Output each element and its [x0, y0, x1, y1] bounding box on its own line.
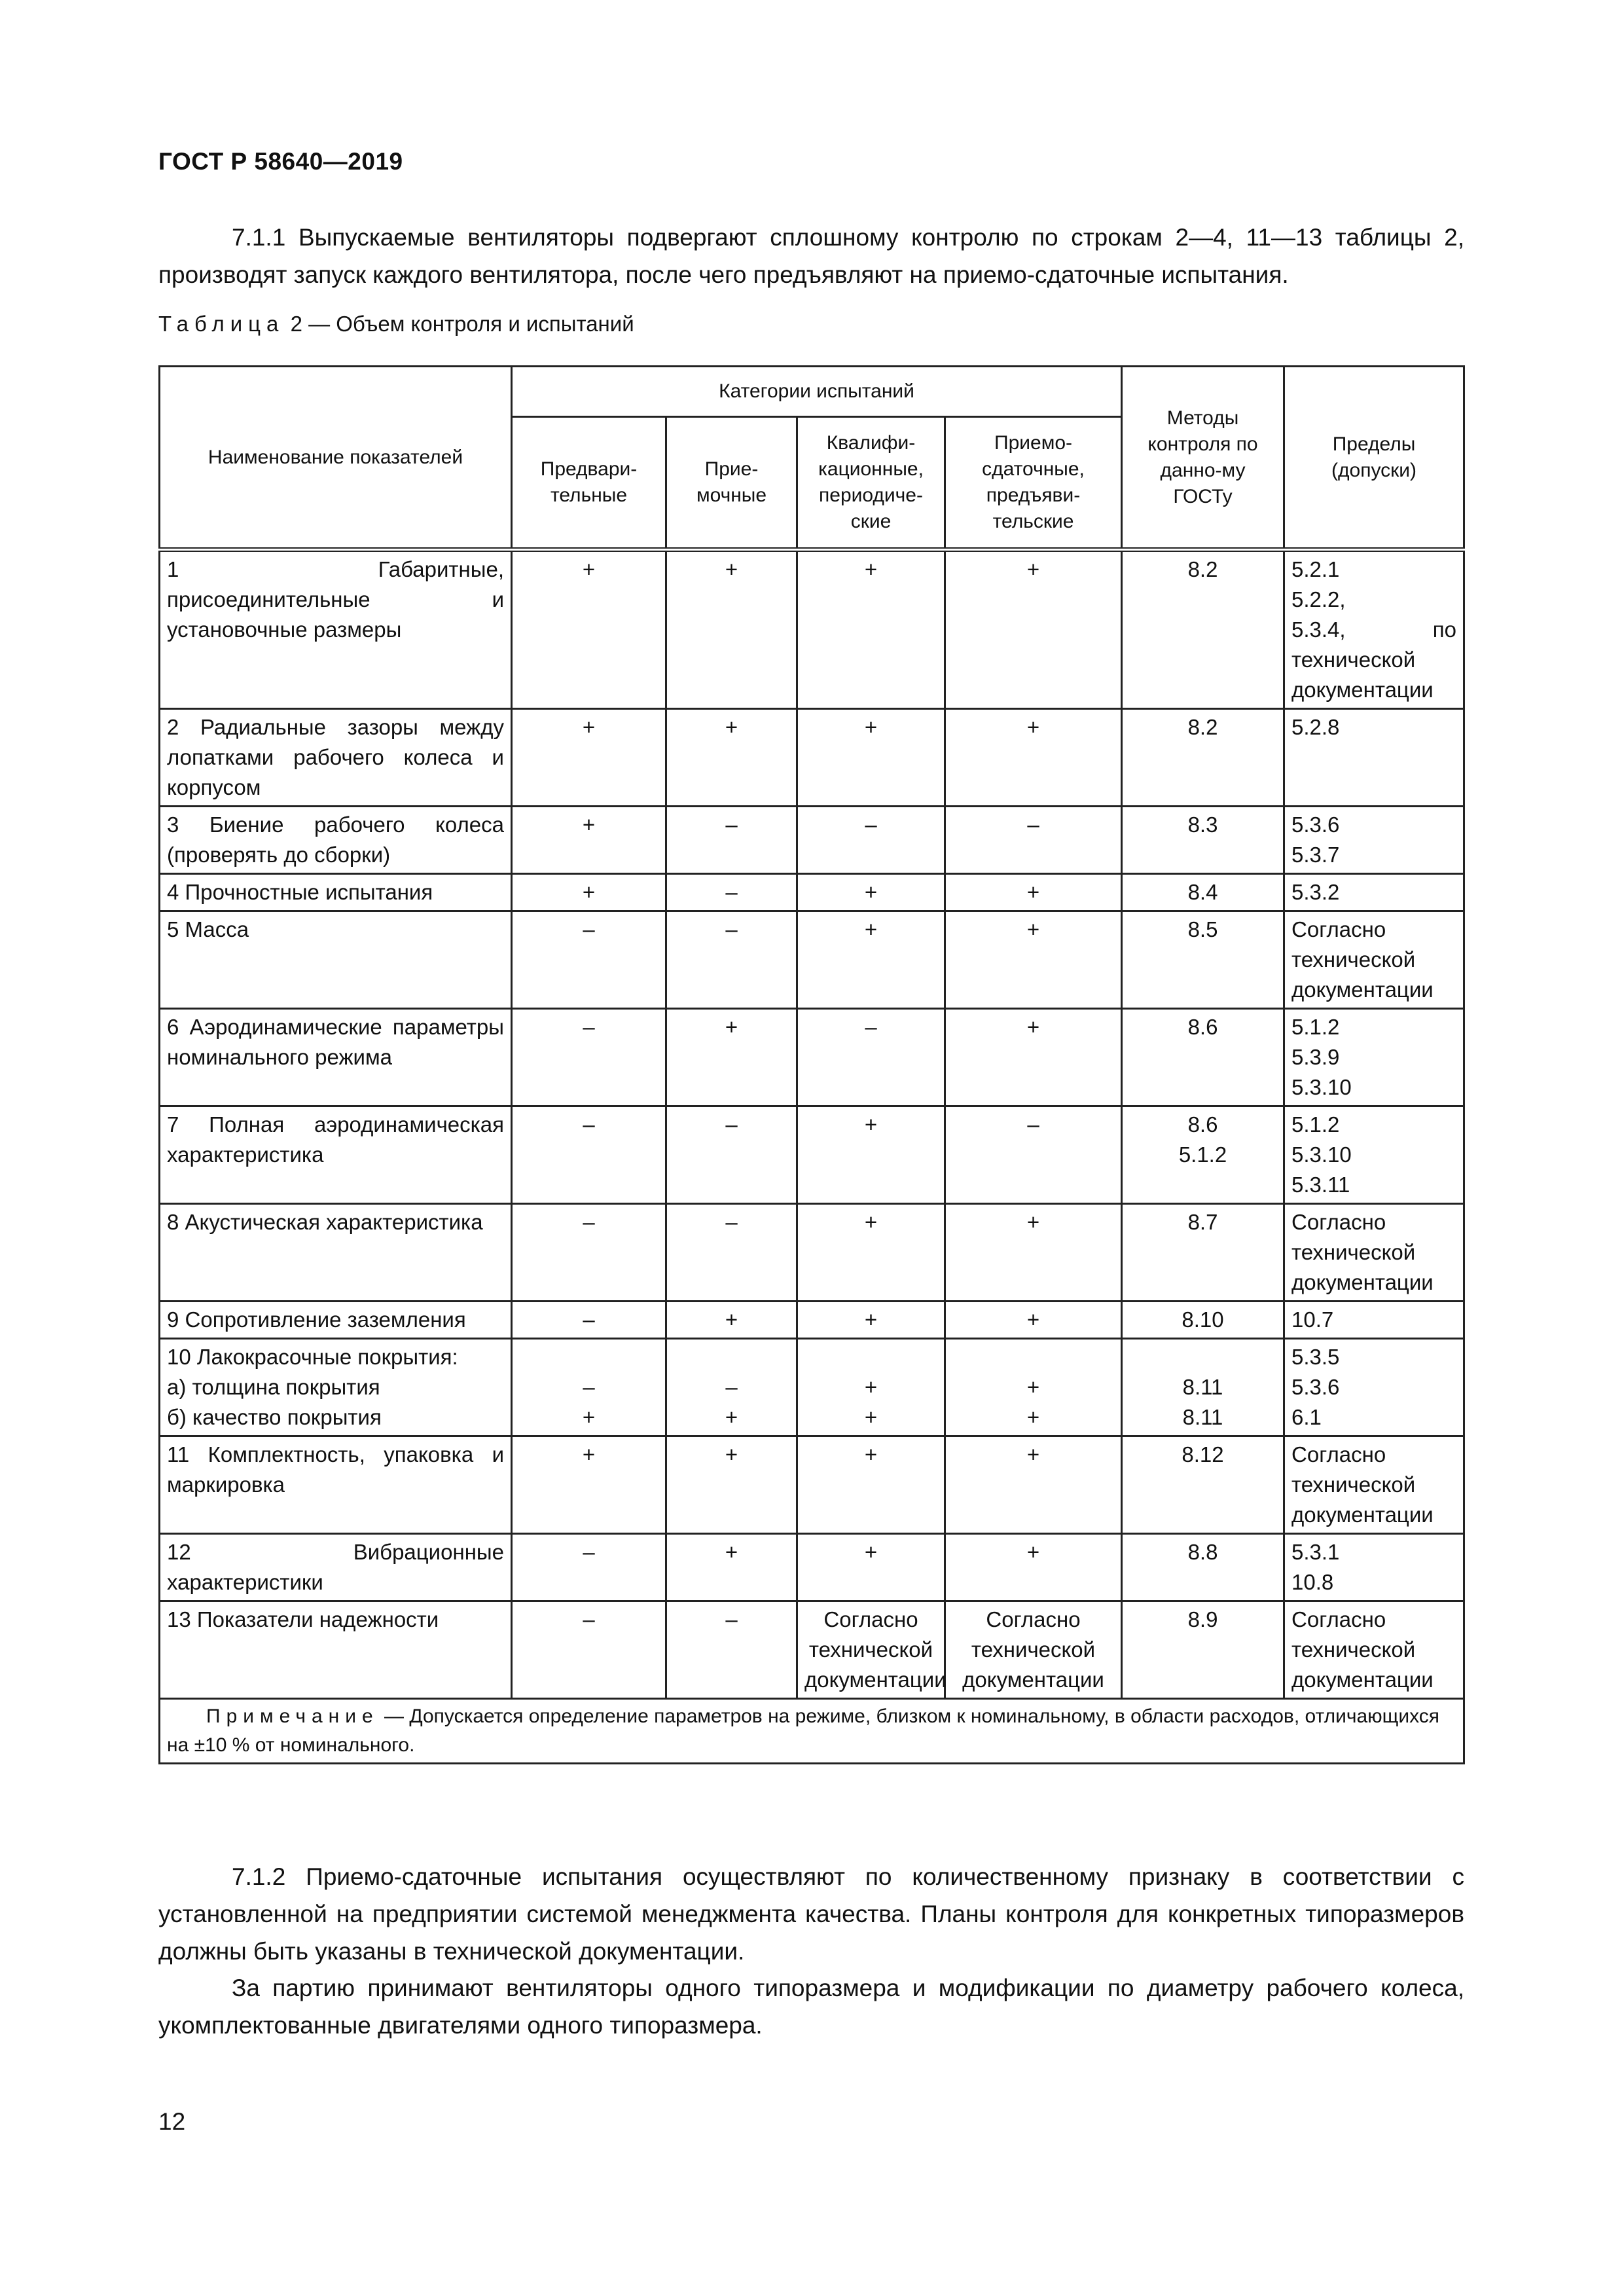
row-method: [1122, 1204, 1284, 1302]
table-note: [160, 1699, 1464, 1764]
row-cat-delivery: [945, 874, 1122, 911]
cell-line: 8.9: [1187, 1607, 1218, 1631]
table-note-text: — Допускается определение параметров на режиме, близком к номинальному, в области расходов, отличающихся на ±10 % от номинального.: [167, 1705, 1440, 1756]
cell-line: 5.3.10: [1291, 1142, 1352, 1167]
cell-line: 5.1.2: [1291, 1112, 1340, 1137]
table-row: [160, 1601, 1464, 1699]
row-cat-qualification: [797, 911, 945, 1009]
row-limits: [1284, 709, 1464, 807]
cell-line: 5 Масса: [167, 917, 249, 941]
row-cat-qualification: [797, 709, 945, 807]
cell-line: 8.3: [1187, 812, 1218, 837]
cell-line: +: [1026, 917, 1040, 941]
row-name: [160, 874, 512, 911]
row-cat-preliminary: [512, 550, 666, 709]
cell-line: 1 Габаритные, присоединительные и установочные размеры: [167, 557, 504, 642]
row-cat-delivery: [945, 911, 1122, 1009]
row-limits: [1284, 1204, 1464, 1302]
row-method: [1122, 709, 1284, 807]
cell-line: +: [582, 557, 596, 581]
row-cat-qualification: [797, 1601, 945, 1699]
row-method: [1122, 1302, 1284, 1339]
cell-line: +: [864, 1405, 878, 1429]
cell-line: 5.3.6: [1291, 812, 1340, 837]
table-2: [158, 365, 1465, 1764]
row-cat-acceptance: [666, 1009, 797, 1106]
cell-line: 2 Радиальные зазоры между лопатками рабочего колеса и корпусом: [167, 715, 504, 799]
table-caption-title: 2 — Объем контроля и испытаний: [290, 312, 634, 336]
cell-line: +: [582, 1442, 596, 1467]
cell-line: +: [582, 715, 596, 739]
row-cat-acceptance: [666, 1302, 797, 1339]
cell-line: –: [725, 1210, 738, 1234]
row-method: [1122, 1339, 1284, 1436]
row-method: [1122, 1106, 1284, 1204]
cell-line: +: [1026, 1405, 1040, 1429]
cell-line: +: [725, 1540, 738, 1564]
cell-line: –: [725, 917, 738, 941]
row-name: [160, 1106, 512, 1204]
cell-line: –: [725, 880, 738, 904]
row-cat-preliminary: [512, 807, 666, 874]
row-name: [160, 1601, 512, 1699]
cell-line: +: [864, 1112, 878, 1137]
cell-line: 11 Комплектность, упаковка и маркировка: [167, 1442, 504, 1497]
row-cat-qualification: [797, 874, 945, 911]
table-row: [160, 1436, 1464, 1534]
row-limits: [1284, 1601, 1464, 1699]
row-name: [160, 1339, 512, 1436]
cell-line: +: [582, 880, 596, 904]
header-cat-delivery: Приемо-сдаточные, предъяви-тельские: [945, 417, 1122, 550]
cell-line: 8.7: [1187, 1210, 1218, 1234]
row-cat-delivery: [945, 550, 1122, 709]
row-name: [160, 1204, 512, 1302]
cell-line: –: [725, 1112, 738, 1137]
table-row: [160, 1204, 1464, 1302]
row-cat-delivery: [945, 1204, 1122, 1302]
cell-line: 8.11: [1182, 1405, 1223, 1429]
cell-line: 8.8: [1187, 1540, 1218, 1564]
cell-line: 5.3.2: [1291, 880, 1340, 904]
cell-line: –: [725, 1607, 738, 1631]
cell-line: 5.3.1: [1291, 1540, 1340, 1564]
table-row: [160, 911, 1464, 1009]
row-cat-qualification: [797, 1106, 945, 1204]
row-limits: [1284, 550, 1464, 709]
cell-line: +: [864, 715, 878, 739]
cell-line: Согласно технической документации: [804, 1607, 947, 1692]
cell-line: 5.2.2,: [1291, 587, 1346, 611]
row-cat-acceptance: [666, 807, 797, 874]
cell-line: 8.6: [1187, 1112, 1218, 1137]
row-name: [160, 1436, 512, 1534]
row-cat-acceptance: [666, 1534, 797, 1601]
cell-line: 8.4: [1187, 880, 1218, 904]
cell-line: +: [1026, 880, 1040, 904]
cell-line: –: [865, 812, 877, 837]
cell-line: +: [864, 1442, 878, 1467]
cell-line: 7 Полная аэродинамическая характеристика: [167, 1112, 504, 1167]
row-cat-acceptance: [666, 1339, 797, 1436]
cell-line: +: [1026, 1307, 1040, 1332]
cell-line: +: [1026, 1015, 1040, 1039]
paragraph-7-1-2: 7.1.2 Приемо-сдаточные испытания осуществляют по количественному признаку в соответствии с установленной на предприятии системой менеджмента качества. Планы контроля для конкретных типоразмеров должны быть указаны в технической документации.: [158, 1863, 1464, 1965]
paragraph-7-1-1: 7.1.1 Выпускаемые вентиляторы подвергают сплошному контролю по строкам 2—4, 11—13 таблицы 2, производят запуск каждого вентилятора, после чего предъявляют на приемо-сдаточные испытания.: [158, 224, 1464, 288]
cell-line: 13 Показатели надежности: [167, 1607, 439, 1631]
row-method: [1122, 1436, 1284, 1534]
row-limits: [1284, 1534, 1464, 1601]
cell-line: 12 Вибрационные характеристики: [167, 1540, 504, 1594]
cell-line: 5.3.11: [1291, 1173, 1350, 1197]
cell-line: Согласно технической документации: [962, 1607, 1104, 1692]
row-cat-acceptance: [666, 1204, 797, 1302]
row-name: [160, 550, 512, 709]
paragraph-batch: За партию принимают вентиляторы одного типоразмера и модификации по диаметру рабочего колеса, укомплектованные двигателями одного типоразмера.: [158, 1975, 1464, 2039]
cell-line: –: [865, 1015, 877, 1039]
row-limits: [1284, 874, 1464, 911]
row-cat-acceptance: [666, 550, 797, 709]
cell-line: +: [725, 1405, 738, 1429]
row-cat-preliminary: [512, 1106, 666, 1204]
table-row: [160, 709, 1464, 807]
cell-line: а) толщина покрытия: [167, 1375, 380, 1399]
cell-line: 5.3.4, по технической документации: [1291, 617, 1457, 702]
header-limits: Пределы (допуски): [1284, 367, 1464, 550]
row-cat-delivery: [945, 1534, 1122, 1601]
table-caption: [158, 312, 634, 337]
table-row: [160, 874, 1464, 911]
table-row: [160, 1339, 1464, 1436]
cell-line: +: [1026, 1442, 1040, 1467]
cell-line: Согласно технической документации: [1291, 1442, 1434, 1527]
row-method: [1122, 911, 1284, 1009]
table-row: [160, 1302, 1464, 1339]
cell-line: Согласно технической документации: [1291, 1607, 1434, 1692]
row-cat-acceptance: [666, 874, 797, 911]
row-cat-delivery: [945, 807, 1122, 874]
row-cat-qualification: [797, 1534, 945, 1601]
table-row: [160, 1106, 1464, 1204]
row-method: [1122, 874, 1284, 911]
header-name: Наименование показателей: [160, 367, 512, 550]
header-categories: Категории испытаний: [512, 367, 1122, 417]
cell-line: 5.3.9: [1291, 1045, 1340, 1069]
cell-line: –: [583, 1112, 595, 1137]
cell-line: –: [583, 1015, 595, 1039]
cell-line: [674, 1342, 789, 1372]
cell-line: +: [864, 1375, 878, 1399]
table-note-label: Примечание: [206, 1705, 379, 1727]
table-row: [160, 550, 1464, 709]
cell-line: 5.1.2: [1291, 1015, 1340, 1039]
row-name: [160, 709, 512, 807]
page-number: 12: [158, 2108, 186, 2135]
row-cat-delivery: [945, 1009, 1122, 1106]
row-cat-qualification: [797, 1436, 945, 1534]
cell-line: 5.3.7: [1291, 843, 1340, 867]
row-method: [1122, 550, 1284, 709]
row-cat-preliminary: [512, 1534, 666, 1601]
table-row: [160, 1534, 1464, 1601]
row-cat-qualification: [797, 1302, 945, 1339]
row-name: [160, 1302, 512, 1339]
cell-line: Согласно технической документации: [1291, 1210, 1434, 1294]
cell-line: +: [725, 1015, 738, 1039]
cell-line: –: [583, 1607, 595, 1631]
table-caption-label: Таблица: [158, 312, 285, 336]
cell-line: +: [725, 1307, 738, 1332]
cell-line: –: [1027, 812, 1039, 837]
document-header: ГОСТ Р 58640—2019: [158, 148, 403, 175]
cell-line: 3 Биение рабочего колеса (проверять до сборки): [167, 812, 504, 867]
cell-line: –: [583, 1210, 595, 1234]
row-limits: [1284, 1339, 1464, 1436]
cell-line: +: [864, 917, 878, 941]
table-row: [160, 807, 1464, 874]
cell-line: 6 Аэродинамические параметры номинального режима: [167, 1015, 504, 1069]
cell-line: 5.1.2: [1178, 1142, 1227, 1167]
cell-line: 10 Лакокрасочные покрытия:: [167, 1345, 458, 1369]
row-limits: [1284, 1302, 1464, 1339]
cell-line: –: [583, 1375, 595, 1399]
cell-line: +: [864, 1307, 878, 1332]
cell-line: 10.7: [1291, 1307, 1334, 1332]
cell-line: 5.2.1: [1291, 557, 1340, 581]
row-cat-delivery: [945, 709, 1122, 807]
cell-line: +: [864, 880, 878, 904]
cell-line: 8.11: [1182, 1375, 1223, 1399]
row-cat-qualification: [797, 1339, 945, 1436]
cell-line: 8.5: [1187, 917, 1218, 941]
cell-line: –: [1027, 1112, 1039, 1137]
row-cat-acceptance: [666, 709, 797, 807]
row-cat-preliminary: [512, 1339, 666, 1436]
row-cat-preliminary: [512, 1601, 666, 1699]
cell-line: 5.3.6: [1291, 1375, 1340, 1399]
cell-line: +: [1026, 1210, 1040, 1234]
row-cat-delivery: [945, 1302, 1122, 1339]
cell-line: +: [725, 557, 738, 581]
row-limits: [1284, 1106, 1464, 1204]
row-method: [1122, 1601, 1284, 1699]
header-cat-preliminary: Предвари-тельные: [512, 417, 666, 550]
cell-line: +: [725, 715, 738, 739]
row-cat-preliminary: [512, 911, 666, 1009]
header-cat-acceptance: Прие-мочные: [666, 417, 797, 550]
row-cat-acceptance: [666, 1106, 797, 1204]
row-cat-delivery: [945, 1106, 1122, 1204]
cell-line: 9 Сопротивление заземления: [167, 1307, 466, 1332]
row-limits: [1284, 1436, 1464, 1534]
row-name: [160, 1534, 512, 1601]
cell-line: –: [583, 1540, 595, 1564]
cell-line: –: [583, 1307, 595, 1332]
cell-line: 6.1: [1291, 1405, 1322, 1429]
row-limits: [1284, 807, 1464, 874]
row-name: [160, 807, 512, 874]
cell-line: +: [582, 812, 596, 837]
row-name: [160, 911, 512, 1009]
row-cat-qualification: [797, 1009, 945, 1106]
cell-line: +: [1026, 557, 1040, 581]
header-methods: Методы контроля по данно-му ГОСТу: [1122, 367, 1284, 550]
row-cat-qualification: [797, 550, 945, 709]
cell-line: б) качество покрытия: [167, 1405, 382, 1429]
cell-line: 5.2.8: [1291, 715, 1340, 739]
row-cat-preliminary: [512, 1436, 666, 1534]
row-cat-preliminary: [512, 874, 666, 911]
row-cat-delivery: [945, 1436, 1122, 1534]
cell-line: 8.6: [1187, 1015, 1218, 1039]
cell-line: +: [1026, 1540, 1040, 1564]
cell-line: [804, 1342, 937, 1372]
row-limits: [1284, 1009, 1464, 1106]
cell-line: –: [725, 812, 738, 837]
cell-line: 8 Акустическая характеристика: [167, 1210, 483, 1234]
row-cat-preliminary: [512, 1302, 666, 1339]
cell-line: 4 Прочностные испытания: [167, 880, 433, 904]
cell-line: +: [725, 1442, 738, 1467]
cell-line: [1129, 1342, 1276, 1372]
cell-line: +: [864, 557, 878, 581]
row-name: [160, 1009, 512, 1106]
header-cat-qualification: Квалифи-кационные, периодиче-ские: [797, 417, 945, 550]
cell-line: +: [1026, 715, 1040, 739]
cell-line: 8.2: [1187, 715, 1218, 739]
cell-line: +: [1026, 1375, 1040, 1399]
cell-line: Согласно технической документации: [1291, 917, 1434, 1002]
row-cat-preliminary: [512, 1204, 666, 1302]
cell-line: 8.12: [1182, 1442, 1224, 1467]
cell-line: 8.10: [1182, 1307, 1224, 1332]
cell-line: –: [725, 1375, 738, 1399]
row-method: [1122, 807, 1284, 874]
row-cat-preliminary: [512, 1009, 666, 1106]
row-cat-preliminary: [512, 709, 666, 807]
cell-line: 5.3.5: [1291, 1345, 1340, 1369]
row-cat-qualification: [797, 1204, 945, 1302]
cell-line: 5.3.10: [1291, 1075, 1352, 1099]
row-method: [1122, 1009, 1284, 1106]
cell-line: +: [582, 1405, 596, 1429]
row-cat-acceptance: [666, 1601, 797, 1699]
cell-line: [519, 1342, 659, 1372]
table-body: [160, 550, 1464, 1699]
cell-line: +: [864, 1540, 878, 1564]
row-cat-delivery: [945, 1601, 1122, 1699]
row-cat-acceptance: [666, 911, 797, 1009]
table-row: [160, 1009, 1464, 1106]
cell-line: [952, 1342, 1114, 1372]
row-method: [1122, 1534, 1284, 1601]
cell-line: –: [583, 917, 595, 941]
cell-line: 8.2: [1187, 557, 1218, 581]
row-cat-acceptance: [666, 1436, 797, 1534]
row-cat-qualification: [797, 807, 945, 874]
row-cat-delivery: [945, 1339, 1122, 1436]
cell-line: +: [864, 1210, 878, 1234]
row-limits: [1284, 911, 1464, 1009]
cell-line: 10.8: [1291, 1570, 1334, 1594]
